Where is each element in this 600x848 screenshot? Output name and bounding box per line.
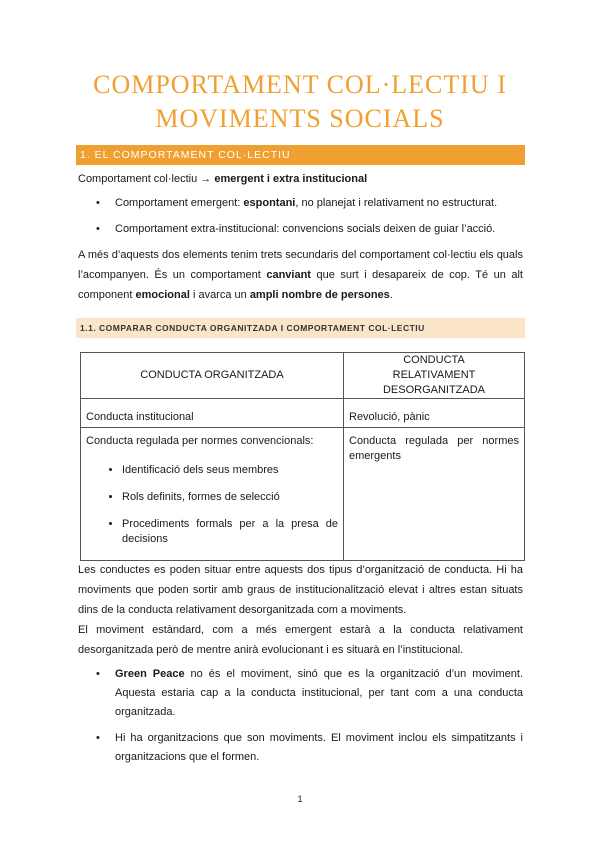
paragraph xyxy=(78,245,523,305)
bullet-icon: • xyxy=(96,197,100,209)
page-number: 1 xyxy=(297,794,303,804)
table-header-row xyxy=(81,353,525,399)
arrow-icon: → xyxy=(200,173,215,185)
bullet-bold: espontani xyxy=(243,197,296,209)
list-item xyxy=(96,220,523,239)
bullet-icon: • xyxy=(96,668,100,680)
comparison-table xyxy=(80,352,525,561)
list-item xyxy=(96,665,523,722)
table-cell: Revolució, pànic xyxy=(344,399,525,428)
bullet-text: no és el moviment, sinó que es la organització d’un moviment. Aquesta estaria cap a la conducta institucional, per tant com a una conducta organitzada. xyxy=(115,668,523,718)
paragraph: Les conductes es poden situar entre aquests dos tipus d’organització de conducta. Hi ha moviments que poden sortir amb graus de institucionalització elevat i altres estan situats dins de la conducta relativament desorganitzada com a moviments. xyxy=(78,564,523,616)
paragraph: El moviment estàndard, com a més emergent estarà a la conducta relativament desorganitzada però de mentre anirà evolucionant i es situarà en l’institucional. xyxy=(78,624,523,656)
table-cell xyxy=(81,428,344,561)
bullet-text: Hi ha organitzacions que son moviments. El moviment inclou els simpatitzants i organitzacions que el formen. xyxy=(115,732,523,763)
title-line-2: MOVIMENTS SOCIALS xyxy=(155,104,445,133)
table-row xyxy=(81,428,525,561)
intro-text: Comportament col·lectiu xyxy=(78,173,201,185)
bold-text: emocional xyxy=(135,289,190,301)
table-header: CONDUCTA RELATIVAMENT DESORGANITZADA xyxy=(344,353,525,399)
bullet-bold: Green Peace xyxy=(115,668,185,680)
text: . xyxy=(389,289,393,301)
table-header: CONDUCTA ORGANITZADA xyxy=(81,353,344,399)
section-heading-1: 1. EL COMPORTAMENT COL·LECTIU xyxy=(76,145,525,165)
bold-text: ampli nombre de persones xyxy=(249,289,390,301)
text: i avarca un xyxy=(189,289,250,301)
list-item xyxy=(96,729,523,767)
bullet-icon: • xyxy=(96,732,100,744)
section-heading-1-1: 1.1. COMPARAR CONDUCTA ORGANITZADA I COMPORTAMENT COL·LECTIU xyxy=(76,318,525,338)
text: A més d’aquests dos elements tenim trets secundaris del comportament col·lectiu els quals l’acompanyen. És un comportament xyxy=(78,249,523,281)
list-item: • Identificació dels seus membres xyxy=(122,463,338,478)
title-line-1: COMPORTAMENT COL·LECTIU I xyxy=(93,70,507,99)
list-item xyxy=(96,194,523,213)
cell-list xyxy=(86,463,338,547)
list-item: • Rols definits, formes de selecció xyxy=(122,490,338,505)
bullet-text: , no planejat i relativament no estructurat. xyxy=(295,197,498,209)
table-cell: Conducta institucional xyxy=(81,399,344,428)
cell-text: Conducta regulada per normes convencionals: xyxy=(86,435,314,447)
document-title xyxy=(0,68,600,136)
list-item: • Procediments formals per a la presa de decisions xyxy=(122,517,338,547)
table-cell: Conducta regulada per normes emergents xyxy=(344,428,525,561)
text: que surt i desapareix de cop. Té un alt component xyxy=(78,269,523,301)
intro-line xyxy=(78,169,523,189)
bullet-text: Comportament extra-institucional: convencions socials deixen de guiar l’acció. xyxy=(115,223,496,235)
bold-text: canviant xyxy=(266,269,311,281)
table-row xyxy=(81,399,525,428)
intro-bold: emergent i extra institucional xyxy=(214,173,368,185)
bullet-icon: • xyxy=(96,223,100,235)
bullet-text: Comportament emergent: xyxy=(115,197,244,209)
